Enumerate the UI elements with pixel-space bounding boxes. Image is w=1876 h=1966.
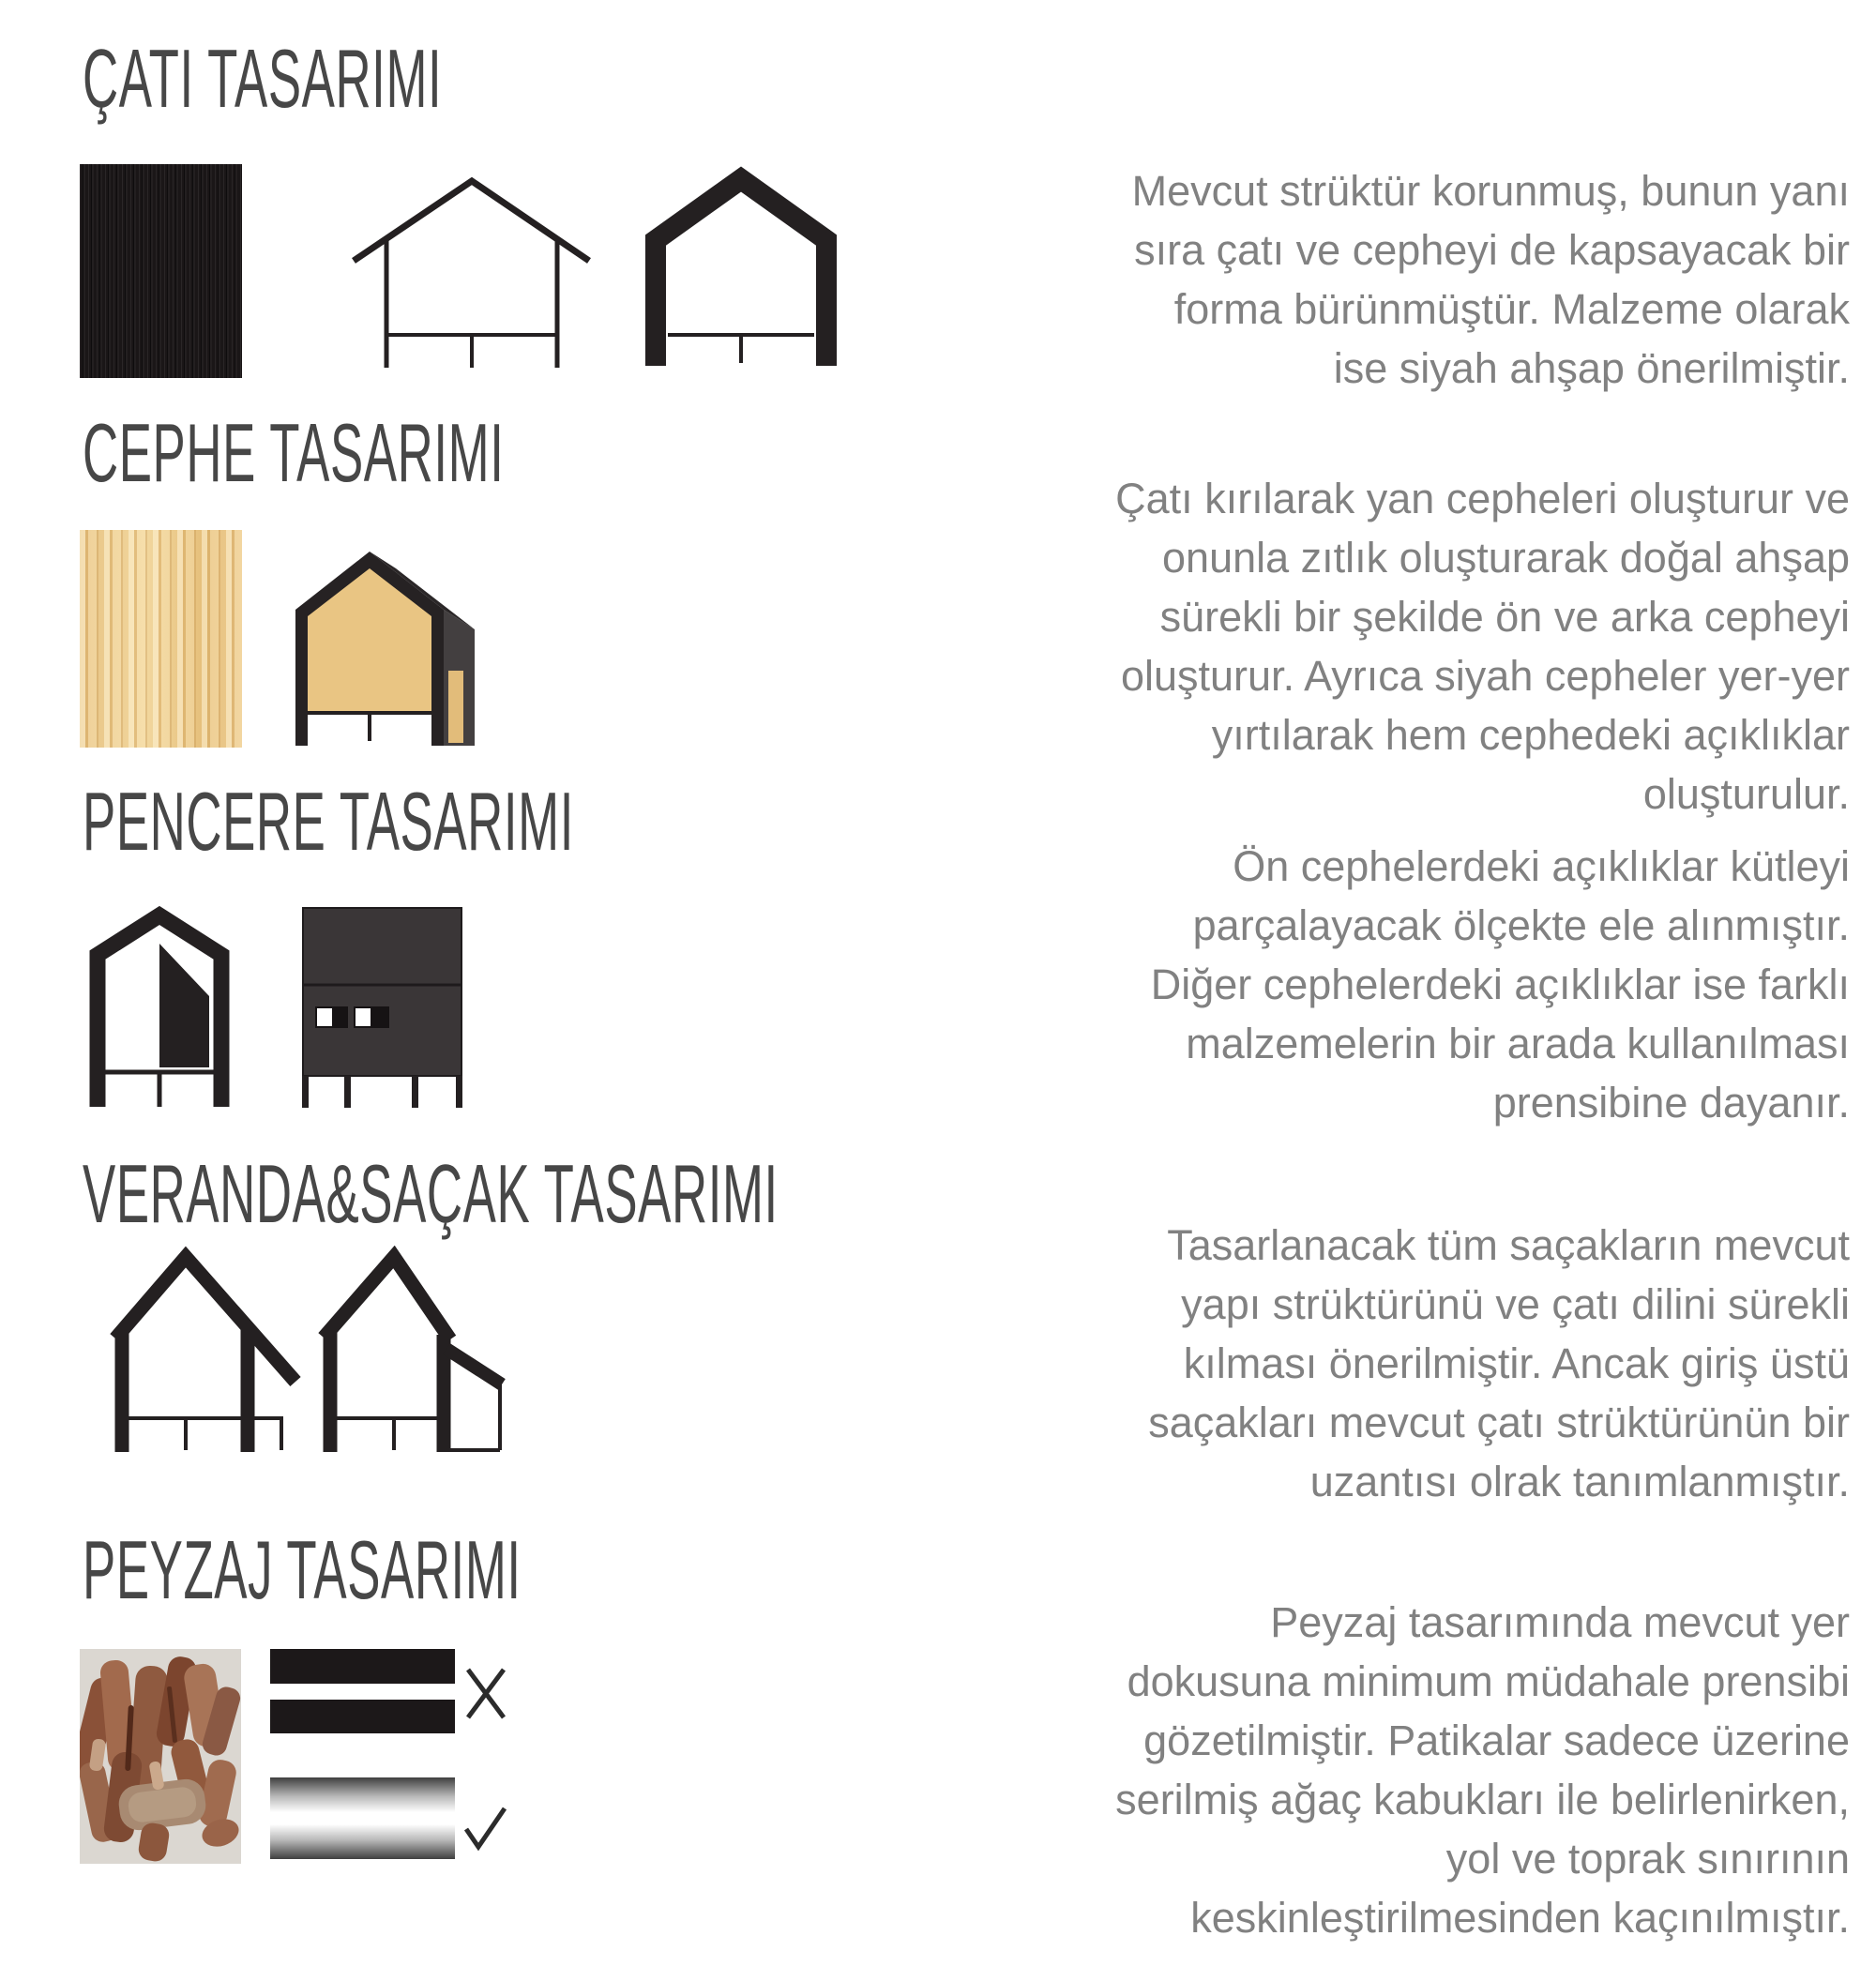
- check-mark-icon: [466, 1808, 505, 1847]
- paragraph-line: oluşturulur.: [1642, 770, 1850, 818]
- paragraph-line: Diğer cephelerdeki açıklıklar ise farklı: [1150, 960, 1850, 1008]
- paragraph-line: ise siyah ahşap önerilmiştir.: [1333, 344, 1850, 392]
- paragraph-line: Ön cephelerdeki açıklıklar kütleyi: [1233, 842, 1850, 890]
- section-heading-veranda: VERANDA&SAÇAK TASARIMI: [83, 1147, 779, 1240]
- paragraph-line: oluşturur. Ayrıca siyah cepheler yer-yer: [1120, 652, 1850, 700]
- paragraph-line: sıra çatı ve cepheyi de kapsayacak bir: [1134, 226, 1850, 274]
- section-heading-peyzaj: PEYZAJ TASARIMI: [83, 1523, 522, 1616]
- paragraph-line: Peyzaj tasarımında mevcut yer: [1270, 1598, 1850, 1646]
- paragraph-line: Çatı kırılarak yan cepheleri oluşturur ve: [1115, 475, 1850, 522]
- existing-structure-line-house-diagram: [345, 169, 598, 371]
- paragraph-line: malzemelerin bir arada kullanılması: [1186, 1020, 1850, 1067]
- paragraph-line: sürekli bir şekilde ön ve arka cepheyi: [1159, 593, 1850, 641]
- wood-gable-axon-house-diagram: [291, 542, 478, 749]
- section-heading-cephe: CEPHE TASARIMI: [83, 406, 505, 499]
- paragraph-line: prensibine dayanır.: [1492, 1079, 1850, 1127]
- paragraph-line: yırtılarak hem cephedeki açıklıklar: [1211, 711, 1850, 759]
- paragraph-line: keskinleştirilmesinden kaçınılmıştır.: [1190, 1894, 1850, 1942]
- paragraph-line: forma bürünmüştür. Malzeme olarak: [1173, 285, 1850, 333]
- paragraph-line: serilmiş ağaç kabukları ile belirlenirken,: [1115, 1776, 1850, 1823]
- soft-edge-bars: [270, 1777, 455, 1859]
- paragraph-line: parçalayacak ölçekte ele alınmıştır.: [1192, 901, 1850, 949]
- door-slot: [448, 671, 463, 743]
- gable-window-house-diagram: [86, 902, 236, 1111]
- bark-mulch-photo: [80, 1649, 241, 1864]
- extended-eave-house-a-diagram: [105, 1246, 307, 1454]
- paragraph-line: kılması önerilmiştir. Ancak giriş üstü: [1183, 1339, 1850, 1387]
- paragraph-cati: [987, 161, 1850, 398]
- black-timber-swatch: [80, 164, 242, 378]
- paragraph-line: onunla zıtlık oluşturarak doğal ahşap: [1162, 534, 1850, 582]
- path-edge-diagram: [270, 1645, 516, 1863]
- paragraph-cephe: [987, 469, 1850, 824]
- paragraph-line: Tasarlanacak tüm saçakların mevcut: [1167, 1221, 1850, 1269]
- x-mark-icon: [468, 1670, 504, 1717]
- paragraph-peyzaj: [987, 1593, 1850, 1947]
- extended-eave-house-b-diagram: [317, 1246, 514, 1454]
- dark-elevation-with-windows-diagram: [302, 907, 462, 1108]
- natural-wood-swatch: [80, 530, 242, 748]
- section-heading-pencere: PENCERE TASARIMI: [83, 775, 575, 868]
- paragraph-line: Mevcut strüktür korunmuş, bunun yanı: [1131, 167, 1850, 215]
- paragraph-line: dokusuna minimum müdahale prensibi: [1127, 1657, 1850, 1705]
- paragraph-line: yapı strüktürünü ve çatı dilini sürekli: [1181, 1280, 1850, 1328]
- hard-edge-bars: [270, 1649, 455, 1733]
- black-window-shape: [159, 944, 209, 1067]
- paragraph-line: uzantısı olrak tanımlanmıştır.: [1309, 1458, 1850, 1505]
- section-heading-cati: ÇATI TASARIMI: [83, 32, 443, 125]
- paragraph-line: saçakları mevcut çatı strüktürünün bir: [1148, 1399, 1850, 1446]
- paragraph-pencere: [987, 837, 1850, 1132]
- paragraph-line: yol ve toprak sınırının: [1445, 1835, 1850, 1883]
- paragraph-veranda: [987, 1216, 1850, 1511]
- paragraph-line: gözetilmiştir. Patikalar sadece üzerine: [1143, 1716, 1850, 1764]
- proposed-black-mass-house-diagram: [636, 161, 847, 370]
